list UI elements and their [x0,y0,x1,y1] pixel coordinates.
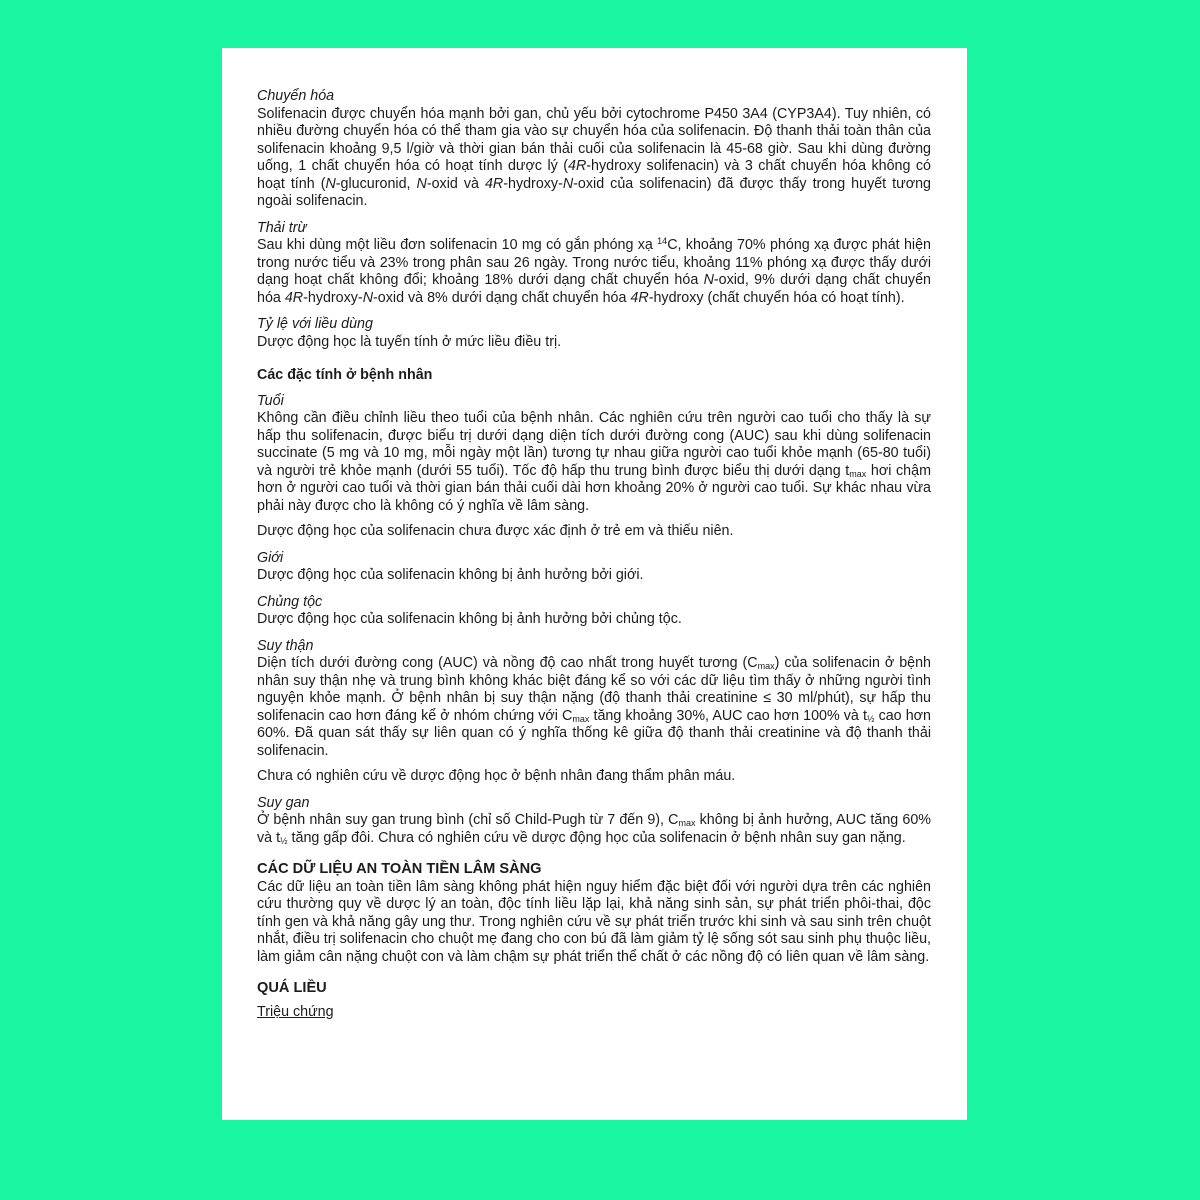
overdose-heading: QUÁ LIỀU [257,980,327,996]
section-title-hepatic: Suy gan [257,794,310,811]
section-title-metabolism: Chuyển hóa [257,88,335,104]
section-title-race: Chủng tộc [257,593,323,610]
section-title-elimination: Thải trừ [257,219,307,236]
renal-paragraph-2: Chưa có nghiên cứu về dược động học ở bệnh nhân đang thẩm phân máu. [257,768,736,784]
patient-characteristics-heading: Các đặc tính ở bệnh nhân [257,367,433,383]
section-title-renal: Suy thận [257,637,314,654]
document-page [222,48,967,1120]
dose-proportionality-paragraph: Dược động học là tuyến tính ở mức liều điều trị. [257,333,562,350]
elimination-paragraph: Sau khi dùng một liều đơn solifenacin 10 mg có gắn phóng xạ $^{14}$C, khoảng 70% phóng xạ được phát hiện trong nước tiểu và 23% trong phân sau 26 ngày. Trong nước tiểu, khoảng 11% phóng xạ được thấy dưới dạng hoạt chất không đổi; khoảng 18% dưới dạng chất chuyển hóa N-oxid, 9% dưới dạng chất chuyển hóa 4R-hydroxy-N-oxid và 8% dưới dạng chất chuyển hóa 4R-hydroxy (chất chuyển hóa có hoạt tính). [257,236,931,306]
hepatic-paragraph: Ở bệnh nhân suy gan trung bình (chỉ số Child-Pugh từ 7 đến 9), $C_{max}$ không bị ảnh hưởng, AUC tăng 60% và $t_{\frac{1}{2}}$ tăng gấp đôi. Chưa có nghiên cứu về dược động học của solifenacin ở bệnh nhân suy gan nặng. [257,812,931,846]
section-title-gender: Giới [257,549,284,566]
section-title-dose-proportionality: Tỷ lệ với liều dùng [257,316,373,332]
metabolism-paragraph: Solifenacin được chuyển hóa mạnh bởi gan, chủ yếu bởi cytochrome P450 3A4 (CYP3A4). Tuy nhiên, có nhiều đường chuyển hóa có thể tham gia vào sự chuyển hóa của solifenacin. Độ thanh thải toàn thân của solifenacin khoảng 9,5 l/giờ và thời gian bán thải cuối của solifenacin là 45-68 giờ. Sau khi dùng đường uống, 1 chất chuyển hóa có hoạt tính dược lý (4R-hydroxy solifenacin) và 3 chất chuyển hóa không có hoạt tính (N-glucuronid, N-oxid và 4R-hydroxy-N-oxid của solifenacin) đã được thấy trong huyết tương ngoài solifenacin. [257,105,931,209]
symptoms-subheading: Triệu chứng [257,1003,334,1020]
renal-paragraph: Diện tích dưới đường cong (AUC) và nồng độ cao nhất trong huyết tương $(C_{max})$ của solifenacin ở bệnh nhân suy thận nhẹ và trung bình không khác biệt đáng kể so với các dữ liệu tìm thấy ở những người tình nguyện khỏe mạnh. Ở bệnh nhân bị suy thận nặng (độ thanh thải creatinine ≤ 30 ml/phút), sự hấp thu solifenacin cao hơn đáng kể ở nhóm chứng với $C_{max}$ tăng khoảng 30%, AUC cao hơn 100% và $t_{\frac{1}{2}}$ cao hơn 60%. Đã quan sát thấy sự liên quan có ý nghĩa thống kê giữa độ thanh thải creatinine và độ thanh thải solifenacin. [257,655,932,759]
preclinical-safety-paragraph: Các dữ liệu an toàn tiền lâm sàng không phát hiện nguy hiểm đặc biệt đối với người dựa trên các nghiên cứu thường quy về dược lý an toàn, độc tính liều lặp lại, khả năng sinh sản, sự phát triển phôi-thai, độc tính gen và khả năng gây ung thư. Trong nghiên cứu về sự phát triển trước khi sinh và sau sinh trên chuột nhắt, điều trị solifenacin cho chuột mẹ đang cho con bú đã làm giảm tỷ lệ sống sót sau sinh phụ thuộc liều, làm giảm cân nặng chuột con và làm chậm sự phát triển thể chất ở các nồng độ có liên quan về lâm sàng. [257,878,931,965]
section-title-age: Tuổi [257,392,284,409]
age-paragraph-2: Dược động học của solifenacin chưa được xác định ở trẻ em và thiếu niên. [257,523,734,539]
age-paragraph: Không cần điều chỉnh liều theo tuổi của bệnh nhân. Các nghiên cứu trên người cao tuổi cho thấy là sự hấp thu solifenacin, được biểu trị dưới dạng diện tích dưới đường cong (AUC) sau khi dùng solifenacin succinate (5 mg và 10 mg, mỗi ngày một lần) tương tự nhau giữa người cao tuổi khỏe mạnh (65-80 tuổi) và người trẻ khỏe mạnh (dưới 55 tuổi). Tốc độ hấp thu trung bình được biểu thị dưới dạng $t_{max}$ hơi chậm hơn ở người cao tuổi và thời gian bán thải cuối dài hơn khoảng 20% ở người cao tuổi. Sự khác nhau vừa phải này được cho là không có ý nghĩa về lâm sàng. [257,410,931,514]
race-paragraph: Dược động học của solifenacin không bị ảnh hưởng bởi chủng tộc. [257,611,682,627]
preclinical-safety-heading: CÁC DỮ LIỆU AN TOÀN TIỀN LÂM SÀNG [257,861,542,877]
gender-paragraph: Dược động học của solifenacin không bị ảnh hưởng bởi giới. [257,567,644,583]
